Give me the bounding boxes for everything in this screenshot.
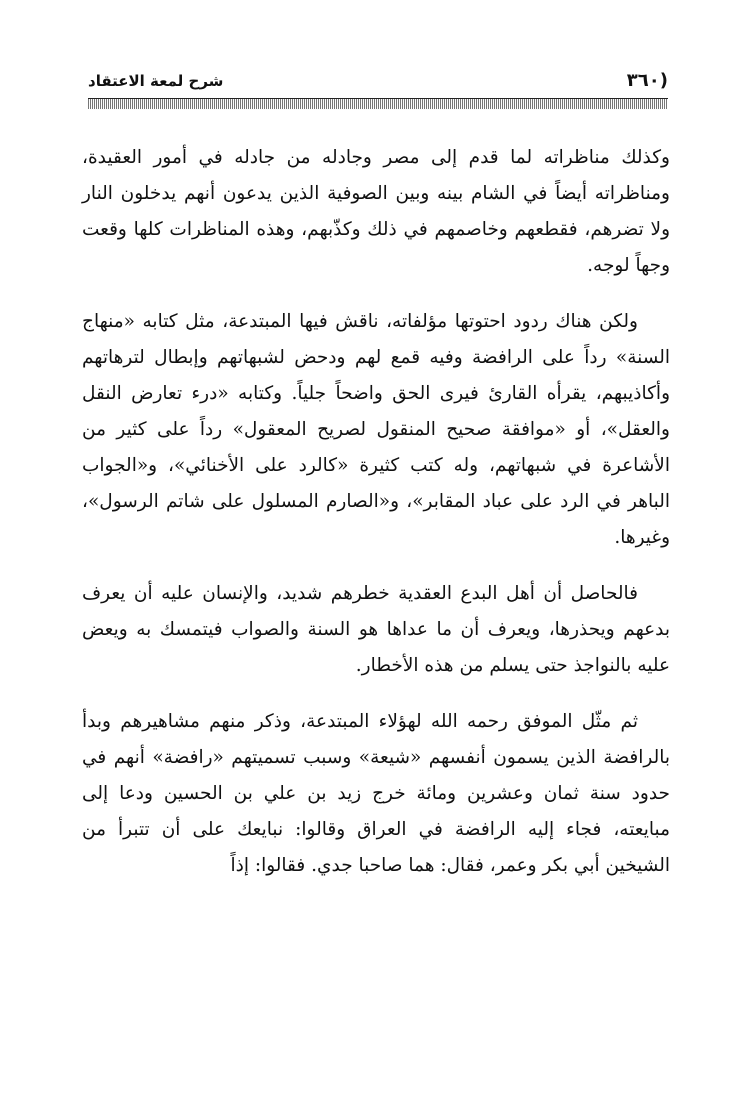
page-header	[88, 70, 668, 96]
page-body	[82, 140, 670, 904]
paragraph-3: فالحاصل أن أهل البدع العقدية خطرهم شديد، والإنسان عليه أن يعرف بدعهم ويحذرها، ويعرف أن ما عداها هو السنة والصواب فيتمسك به ويعض عليه بالنواجذ حتى يسلم من هذه الأخطار.	[82, 583, 670, 676]
page-number: (٣٦٠	[626, 70, 668, 91]
paragraph-4: ثم مثّل الموفق رحمه الله لهؤلاء المبتدعة، وذكر منهم مشاهيرهم وبدأ بالرافضة الذين يسمون أنفسهم «شيعة» وسبب تسميتهم «رافضة» أنهم في حدود سنة ثمان وعشرين ومائة خرج زيد بن علي بن الحسين ودعا إلى مبايعته، فجاء إليه الرافضة في العراق وقالوا: نبايعك على أن تتبرأ من الشيخين أبي بكر وعمر، فقال: هما صاحبا جدي. فقالوا: إذاً	[82, 711, 670, 876]
book-title: شرح لمعة الاعتقاد	[88, 72, 224, 90]
header-rule	[88, 98, 668, 109]
paragraph-2: ولكن هناك ردود احتوتها مؤلفاته، ناقش فيها المبتدعة، مثل كتابه «منهاج السنة» رداً على الرافضة وفيه قمع لهم ودحض لشبهاتهم وإبطال لترهاتهم وأكاذيبهم، يقرأه القارئ فيرى الحق واضحاً جلياً. وكتابه «درء تعارض النقل والعقل»، أو «موافقة صحيح المنقول لصريح المعقول» رداً على كثير من الأشاعرة في شبهاتهم، وله كتب كثيرة «كالرد على الأخنائي»، و«الجواب الباهر في الرد على عباد المقابر»، و«الصارم المسلول على شاتم الرسول»، وغيرها.	[82, 311, 670, 548]
paragraph-1: وكذلك مناظراته لما قدم إلى مصر وجادله من جادله في أمور العقيدة، ومناظراته أيضاً في الشام بينه وبين الصوفية الذين يدعون أنهم يدخلون النار ولا تضرهم، فقطعهم وخاصمهم في ذلك وكذّبهم، وهذه المناظرات كلها وقعت وجهاً لوجه.	[82, 147, 670, 276]
